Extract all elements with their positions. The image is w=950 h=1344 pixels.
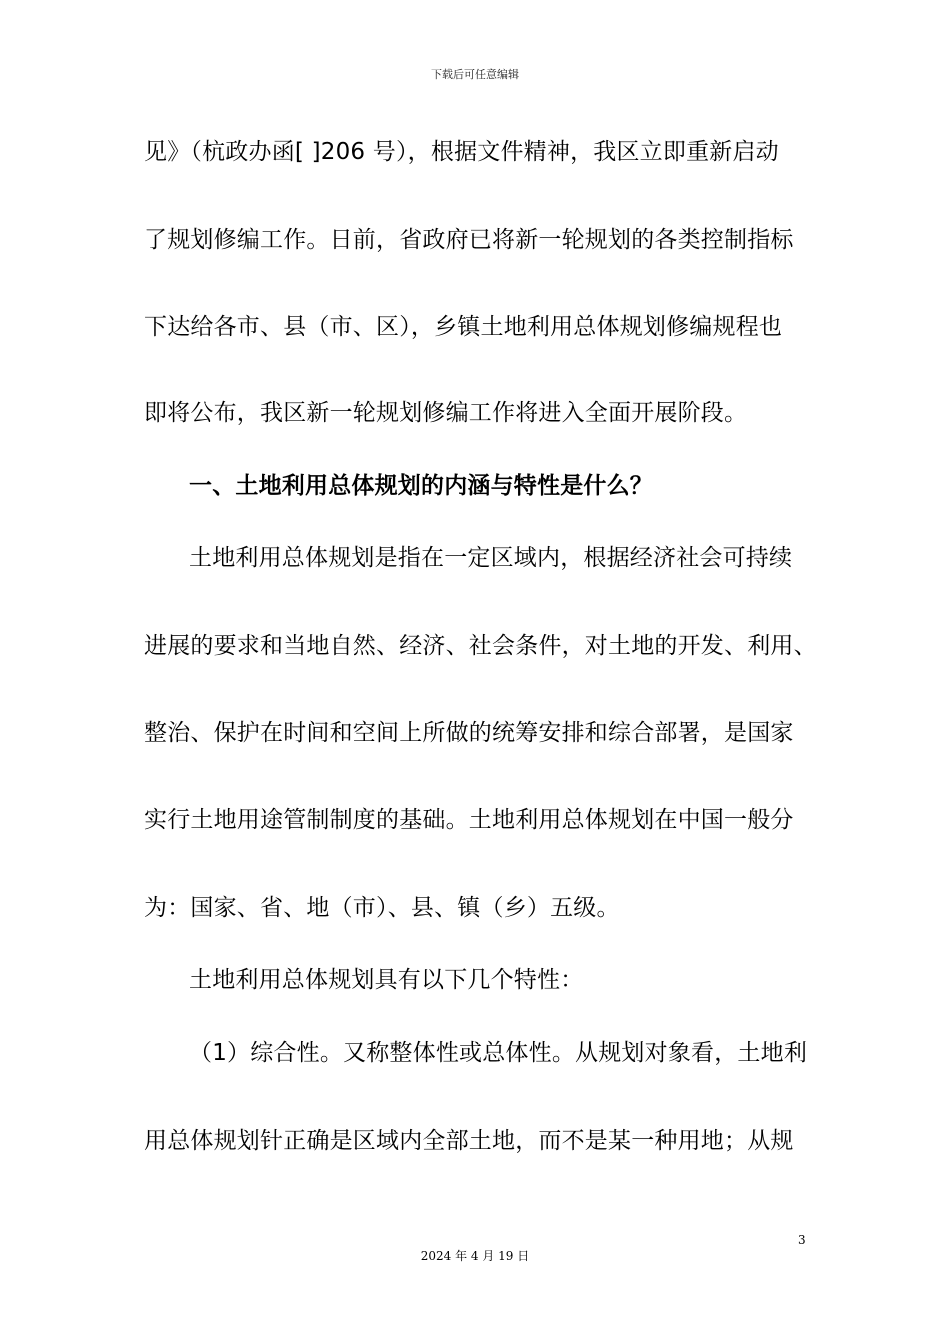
paragraph-line: 为：国家、省、地（市）、县、镇（乡）五级。: [144, 895, 620, 921]
paragraph-line: 用总体规划针正确是区域内全部土地，而不是某一种用地；从规: [144, 1128, 794, 1154]
section-heading: 一、土地利用总体规划的内涵与特性是什么？: [189, 473, 653, 499]
paragraph-line: 即将公布，我区新一轮规划修编工作将进入全面开展阶段。: [144, 400, 748, 426]
paragraph-line: 实行土地用途管制制度的基础。土地利用总体规划在中国一般分: [144, 807, 794, 833]
paragraph-line: 土地利用总体规划是指在一定区域内，根据经济社会可持续: [189, 545, 793, 571]
paragraph-line: 下达给各市、县（市、区），乡镇土地利用总体规划修编规程也: [144, 314, 783, 340]
paragraph-line: 了规划修编工作。日前，省政府已将新一轮规划的各类控制指标: [144, 227, 794, 253]
paragraph-line: （1）综合性。又称整体性或总体性。从规划对象看，土地利: [189, 1040, 808, 1066]
header-note: 下载后可任意编辑: [431, 68, 519, 81]
paragraph-line: 整治、保护在时间和空间上所做的统筹安排和综合部署，是国家: [144, 720, 794, 746]
paragraph-line: 见》（杭政办函[ ]206 号），根据文件精神，我区立即重新启动: [144, 139, 779, 165]
paragraph-line: 土地利用总体规划具有以下几个特性：: [189, 967, 584, 993]
page-number: 3: [798, 1233, 806, 1247]
paragraph-line: 进展的要求和当地自然、经济、社会条件，对土地的开发、利用、: [144, 633, 817, 659]
footer-date: 2024 年 4 月 19 日: [420, 1249, 530, 1263]
